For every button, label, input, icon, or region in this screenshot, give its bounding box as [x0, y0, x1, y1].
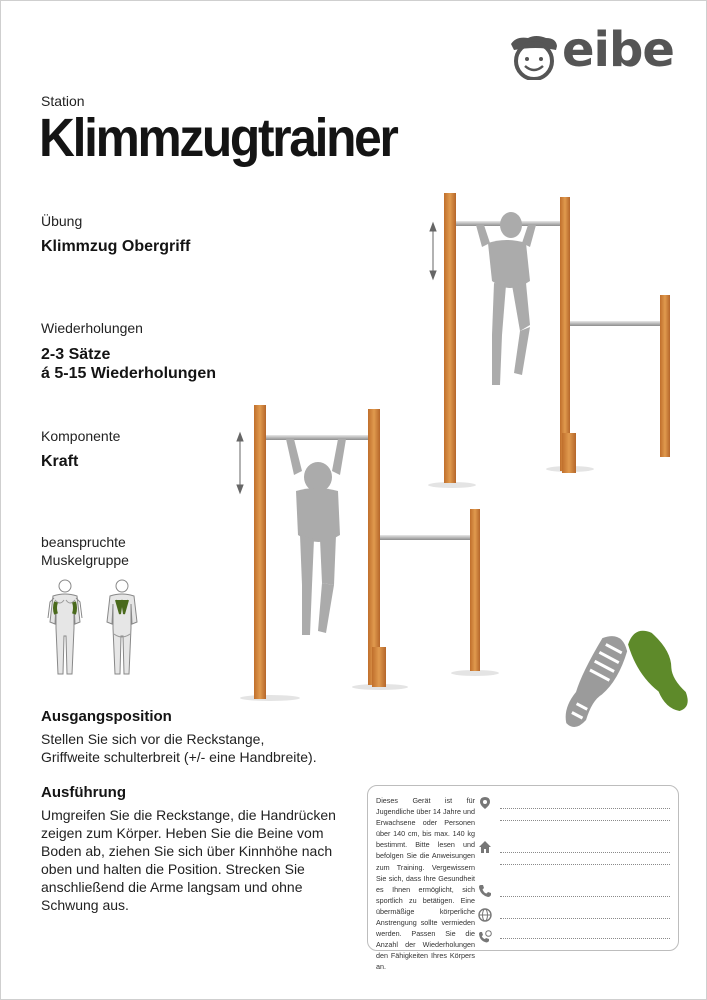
execution-line-5: anschließend die Arme langsam und ohne	[41, 879, 303, 895]
exercise-label: Übung	[41, 213, 83, 229]
website-row	[478, 908, 674, 928]
execution-line-3: Boden ab, ziehen Sie sich über Kinnhöhe nach	[41, 843, 333, 859]
repetitions-label: Wiederholungen	[41, 320, 143, 336]
execution-line-1: Umgreifen Sie die Reckstange, die Handrücken	[41, 807, 336, 823]
smiley-face-icon	[506, 34, 562, 80]
muscle-diagram	[40, 578, 150, 678]
start-position-line-1: Stellen Sie sich vor die Reckstange,	[41, 731, 265, 747]
component-value: Kraft	[41, 453, 79, 470]
footprints-icon	[552, 620, 700, 740]
front-post-left	[254, 405, 266, 699]
emergency-row	[478, 930, 674, 950]
execution-line-2: zeigen zum Körper. Heben Sie die Beine vom	[41, 825, 324, 841]
page-title: Klimmzugtrainer	[39, 108, 397, 168]
start-position-heading: Ausgangsposition	[41, 708, 172, 725]
rear-post-left	[444, 193, 456, 483]
front-high-bar	[266, 435, 368, 440]
front-figure	[286, 439, 346, 635]
start-position-line-2: Griffweite schulterbreit (+/- eine Handbreite).	[41, 749, 317, 765]
front-motion-arrow	[237, 433, 243, 493]
rear-post-right	[660, 295, 670, 457]
safety-info-box	[367, 785, 679, 972]
muscle-group-label-2: Muskelgruppe	[41, 552, 129, 568]
emergency-phone-icon	[478, 930, 492, 944]
station-label: Station	[41, 93, 85, 109]
address-row	[478, 840, 674, 860]
front-station	[237, 405, 499, 701]
home-icon	[478, 840, 492, 854]
shoe-sole-gray-icon	[558, 631, 633, 735]
contact-fields	[478, 796, 674, 946]
phone-row	[478, 884, 674, 904]
rear-station	[428, 193, 670, 488]
execution-heading: Ausführung	[41, 784, 126, 801]
phone-icon	[478, 884, 492, 898]
repetitions-count: á 5-15 Wiederholungen	[41, 365, 216, 382]
safety-info-text: Dieses Gerät ist für Jugendliche über 14 Jahre und Erwachsene oder Personen über 140 cm, bis max. 140 kg bestimmt. Bitte lesen und befolgen Sie die Anweisungen zum Training. Vergewissern Sie sich, dass Ihre Gesundheit es Ihnen ermöglicht, sich sportlich zu betätigen. Eine übermäßige körperliche Anstrengung sollte vermieden werden. Passen Sie die Anzahl der Wiederholungen den Fähigkeiten Ihres Körpers an.	[376, 796, 475, 972]
location-row	[478, 796, 674, 816]
brand-name: eibe	[562, 22, 674, 78]
repetitions-sets: 2-3 Sätze	[41, 346, 111, 363]
muscle-group-label-1: beanspruchte	[41, 534, 126, 550]
front-post-mid	[368, 409, 380, 685]
location-icon	[478, 796, 492, 810]
exercise-value: Klimmzug Obergriff	[41, 238, 191, 255]
globe-icon	[478, 908, 492, 922]
rear-figure	[476, 212, 536, 385]
muscle-figure-back	[107, 580, 137, 674]
front-low-bar	[380, 535, 470, 540]
front-post-right	[470, 509, 480, 671]
rear-post-mid	[560, 197, 570, 471]
rear-low-bar	[570, 321, 660, 326]
rear-motion-arrow	[430, 223, 436, 279]
component-label: Komponente	[41, 428, 121, 444]
execution-line-4: oben und halten die Position. Strecken Sie	[41, 861, 305, 877]
eibe-logo	[506, 22, 686, 80]
shoe-print-green-icon	[621, 624, 700, 717]
execution-line-6: Schwung aus.	[41, 897, 129, 913]
muscle-figure-front	[48, 580, 82, 674]
